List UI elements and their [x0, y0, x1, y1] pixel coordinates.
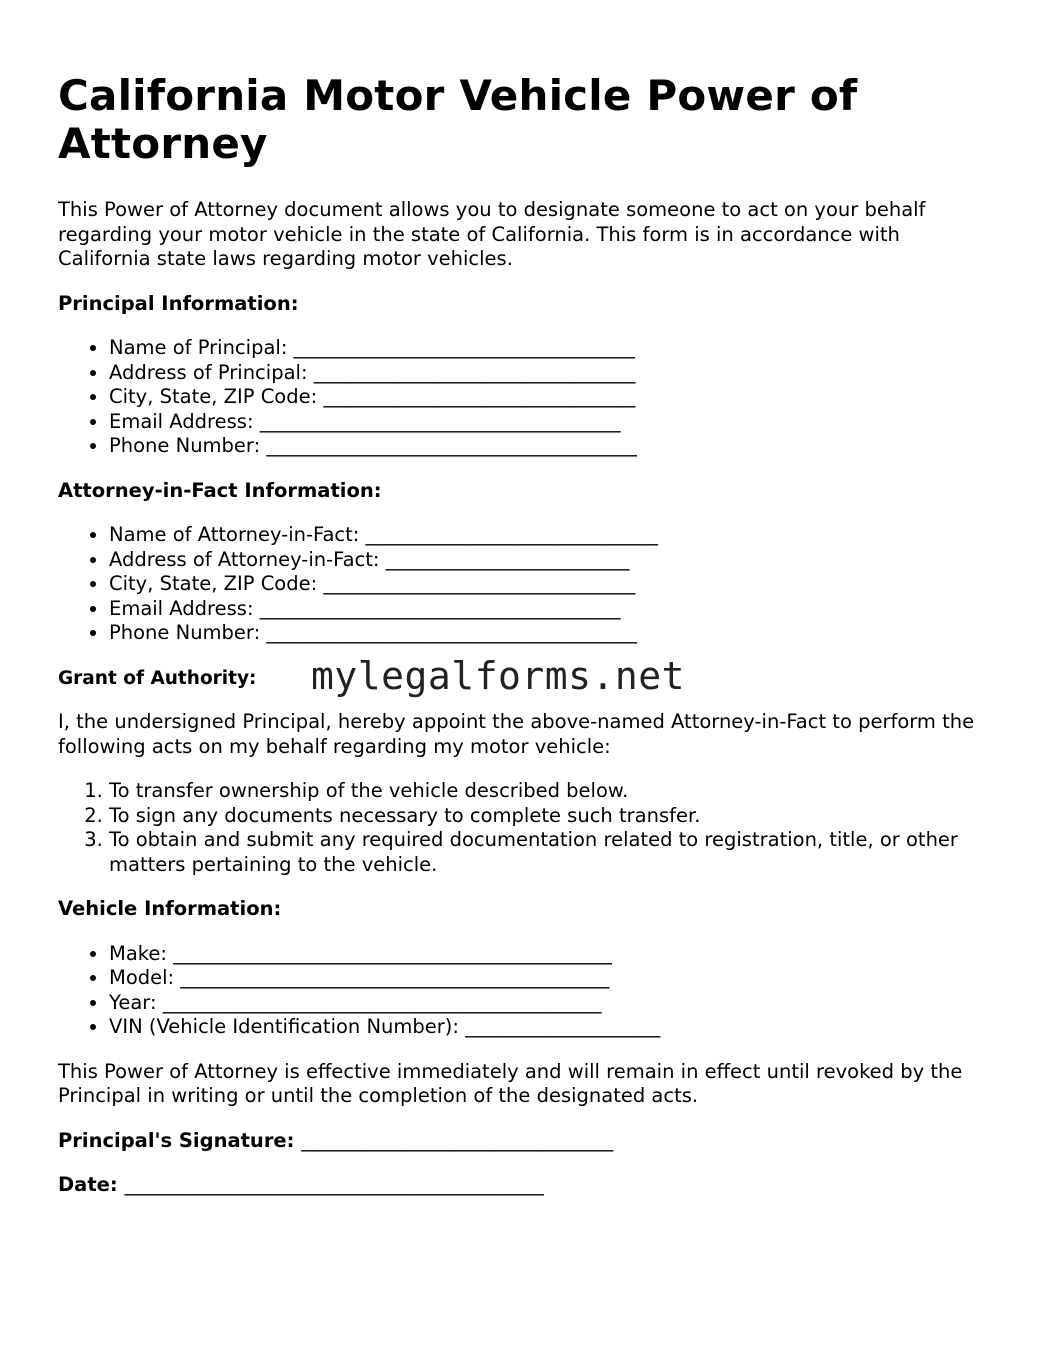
vehicle-year-field[interactable]: • Year: _____________________________________________ — [109, 991, 998, 1016]
vehicle-vin-field[interactable]: • VIN (Vehicle Identification Number): ____________________ — [109, 1015, 998, 1040]
attorney-email-field[interactable]: • Email Address: _____________________________________ — [109, 597, 998, 622]
principal-heading: Principal Information: — [58, 291, 299, 315]
date-blank: ___________________________________________ — [124, 1173, 544, 1196]
grant-acts-list — [58, 779, 998, 877]
intro-paragraph: This Power of Attorney document allows you to designate someone to act on your behalf regarding your motor vehicle in the state of California. This form is in accordance with California state laws regarding motor vehicles. — [58, 198, 926, 270]
attorney-address-field[interactable]: • Address of Attorney-in-Fact: _________________________ — [109, 548, 998, 573]
attorney-phone-field[interactable]: • Phone Number: ______________________________________ — [109, 621, 998, 646]
date-field[interactable] — [58, 1173, 998, 1198]
grant-act-item: 2. To sign any documents necessary to complete such transfer. — [109, 804, 998, 829]
attorney-city-state-zip-field[interactable]: • City, State, ZIP Code: ________________________________ — [109, 572, 998, 597]
grant-heading: Grant of Authority: — [58, 667, 257, 689]
principal-city-state-zip-field[interactable]: • City, State, ZIP Code: ________________________________ — [109, 385, 998, 410]
grant-paragraph: I, the undersigned Principal, hereby appoint the above-named Attorney-in-Fact to perform the following acts on my behalf regarding my motor vehicle: — [58, 710, 975, 758]
signature-label: Principal's Signature: — [58, 1128, 295, 1152]
vehicle-heading: Vehicle Information: — [58, 897, 282, 920]
signature-blank: ________________________________ — [301, 1128, 614, 1152]
attorney-name-field[interactable]: • Name of Attorney-in-Fact: ______________________________ — [109, 523, 998, 548]
principal-address-field[interactable]: • Address of Principal: _________________________________ — [109, 361, 998, 386]
vehicle-model-field[interactable]: • Model: ____________________________________________ — [109, 966, 998, 991]
principal-phone-field[interactable]: • Phone Number: ______________________________________ — [109, 434, 998, 459]
vehicle-fields-list — [58, 942, 998, 1040]
document-title: California Motor Vehicle Power of Attorney — [58, 71, 858, 168]
grant-act-item: 1. To transfer ownership of the vehicle described below. — [109, 779, 998, 804]
date-label: Date: — [58, 1173, 118, 1196]
attorney-fields-list — [58, 523, 998, 646]
principal-name-field[interactable]: • Name of Principal: ___________________________________ — [109, 336, 998, 361]
principal-signature-field[interactable] — [58, 1129, 998, 1154]
principal-fields-list — [58, 336, 998, 459]
grant-act-item: 3. To obtain and submit any required documentation related to registration, title, or other matters pertaining to the vehicle. — [109, 828, 998, 877]
principal-email-field[interactable]: • Email Address: _____________________________________ — [109, 410, 998, 435]
grant-heading-row — [58, 653, 998, 698]
watermark-text: mylegalforms.net — [311, 653, 686, 698]
effective-paragraph: This Power of Attorney is effective immediately and will remain in effect until revoked by the Principal in writing or until the completion of the designated acts. — [58, 1059, 963, 1107]
document-page — [58, 72, 998, 1218]
vehicle-make-field[interactable]: • Make: _____________________________________________ — [109, 942, 998, 967]
attorney-heading: Attorney-in-Fact Information: — [58, 478, 382, 502]
